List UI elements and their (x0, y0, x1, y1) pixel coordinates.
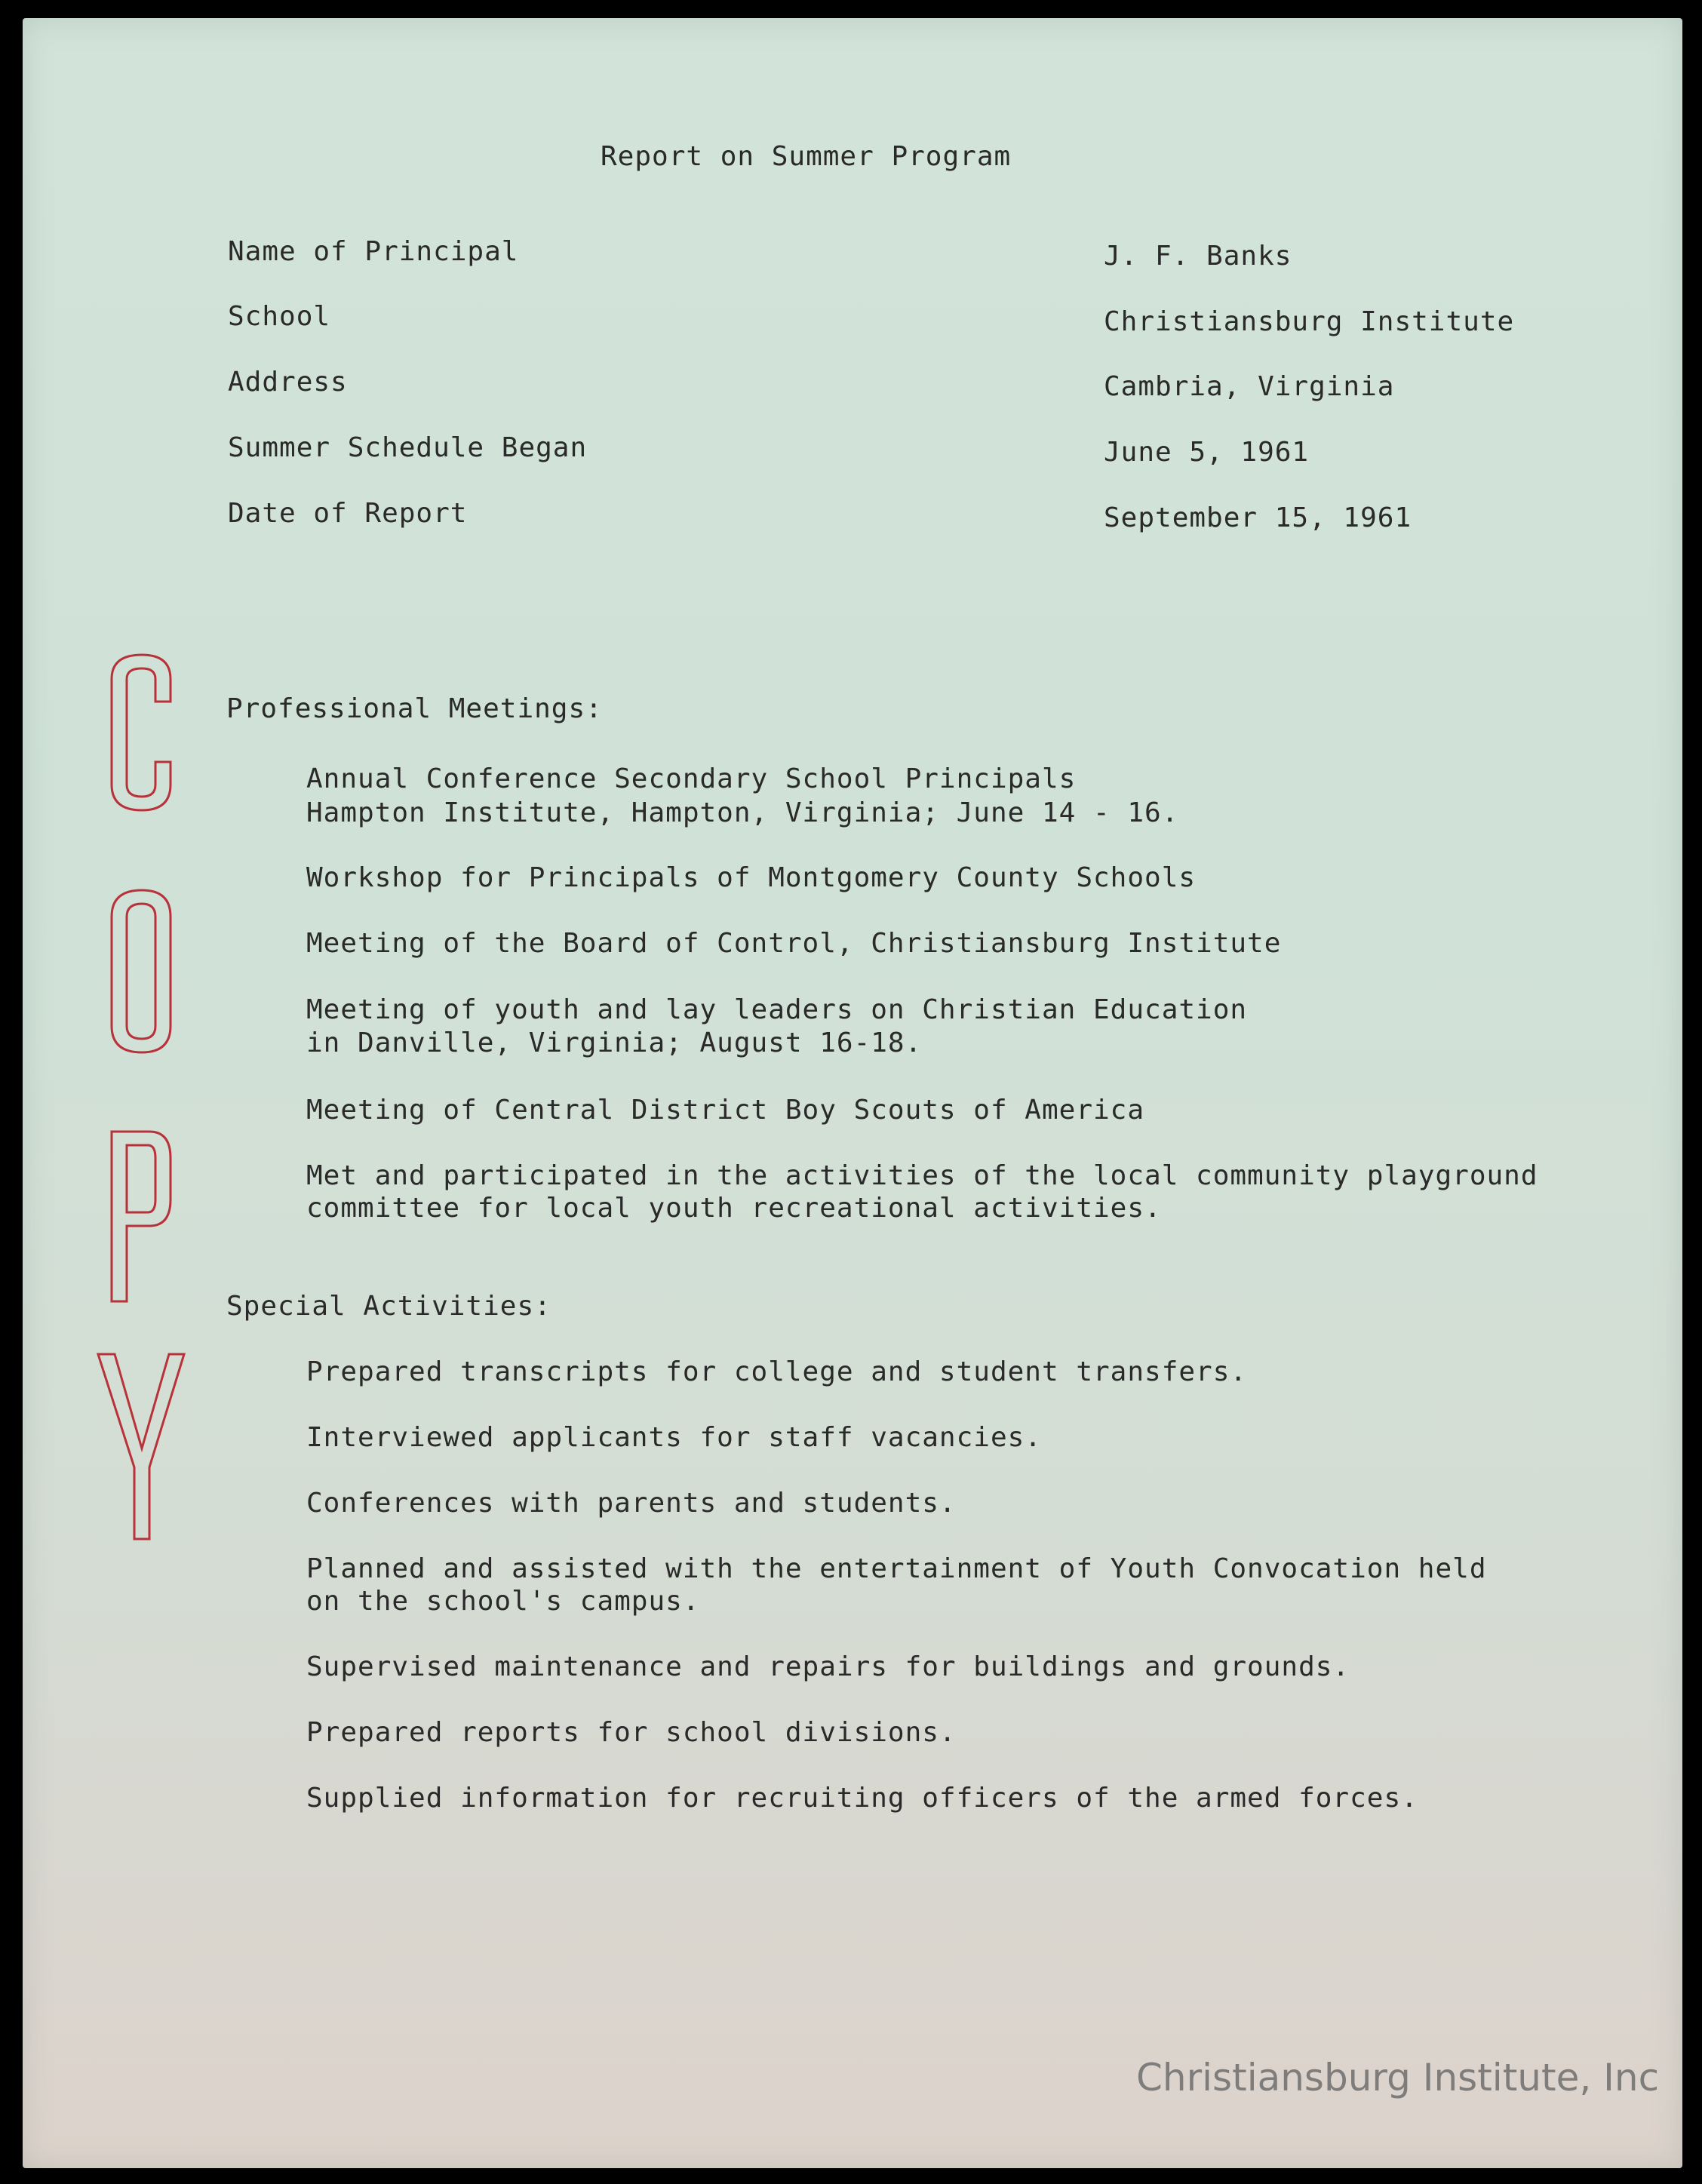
stamp-letter-c (112, 655, 171, 810)
list-item: Conferences with parents and students. (306, 1488, 957, 1519)
field-label-report-date: Date of Report (228, 498, 468, 529)
list-item: Prepared reports for school divisions. (306, 1717, 957, 1748)
watermark: Christiansburg Institute, Inc (1136, 2056, 1660, 2100)
field-value-principal: J. F. Banks (1104, 241, 1292, 272)
copy-stamp-letters (98, 655, 184, 1539)
list-item: Meeting of youth and lay leaders on Christian Education (306, 994, 1248, 1025)
field-value-school: Christiansburg Institute (1104, 306, 1515, 337)
list-item: Prepared transcripts for college and student transfers. (306, 1356, 1248, 1387)
list-item: Supplied information for recruiting officers of the armed forces. (306, 1783, 1418, 1814)
list-item: Planned and assisted with the entertainment of Youth Convocation held (306, 1553, 1487, 1584)
field-label-address: Address (228, 367, 348, 398)
list-item: Met and participated in the activities of the local community playground (306, 1160, 1538, 1191)
copy-stamp (95, 649, 186, 1547)
field-label-school: School (228, 301, 331, 332)
list-item: Annual Conference Secondary School Principals (306, 763, 1077, 794)
list-item-continuation: Hampton Institute, Hampton, Virginia; June 14 - 16. (306, 797, 1179, 828)
list-item: Interviewed applicants for staff vacancies. (306, 1422, 1042, 1453)
list-item-continuation: committee for local youth recreational activities. (306, 1193, 1162, 1224)
section-heading-special-activities: Special Activities: (226, 1291, 551, 1322)
list-item: Meeting of the Board of Control, Christiansburg Institute (306, 928, 1282, 959)
list-item-continuation: in Danville, Virginia; August 16-18. (306, 1027, 923, 1058)
list-item: Meeting of Central District Boy Scouts of America (306, 1095, 1145, 1126)
stamp-letter-p (112, 1132, 171, 1301)
list-item-continuation: on the school's campus. (306, 1586, 700, 1617)
stamp-letter-o (112, 890, 171, 1052)
field-value-address: Cambria, Virginia (1104, 371, 1395, 402)
page-title: Report on Summer Program (601, 141, 1012, 172)
stamp-letter-y (98, 1354, 184, 1539)
field-value-schedule-began: June 5, 1961 (1104, 437, 1310, 468)
section-heading-professional-meetings: Professional Meetings: (226, 693, 603, 724)
field-value-report-date: September 15, 1961 (1104, 502, 1412, 533)
list-item: Supervised maintenance and repairs for buildings and grounds. (306, 1651, 1350, 1682)
document-page (23, 18, 1682, 2168)
list-item: Workshop for Principals of Montgomery County Schools (306, 862, 1197, 893)
field-label-schedule-began: Summer Schedule Began (228, 432, 588, 463)
field-label-principal: Name of Principal (228, 236, 519, 267)
